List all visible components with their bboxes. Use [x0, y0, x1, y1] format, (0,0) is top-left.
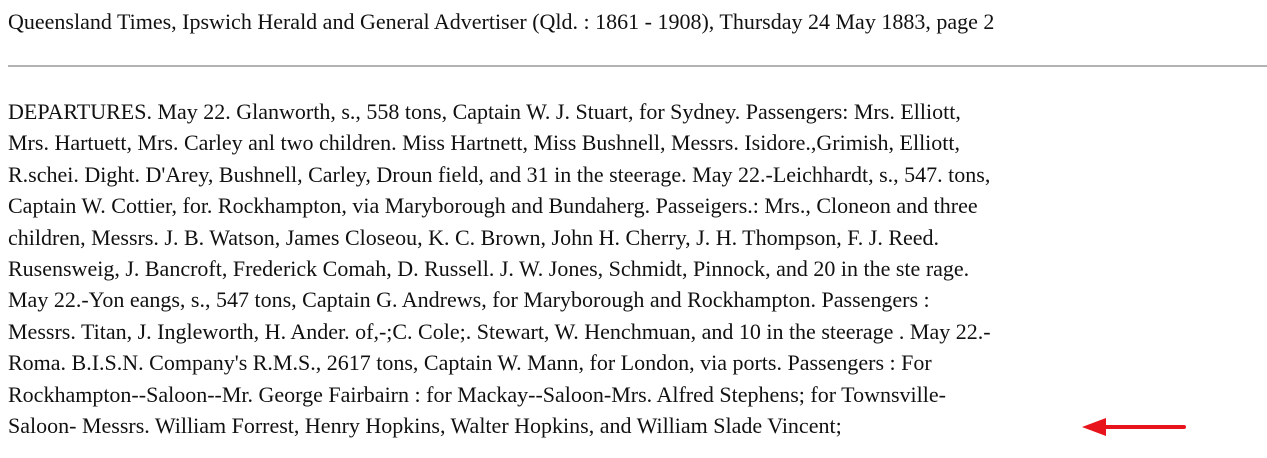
article-line: R.schei. Dight. D'Arey, Bushnell, Carley, Droun field, and 31 in the steerage. May 22.-Leichhardt, s., 547. tons,: [8, 161, 991, 187]
article-line: children, Messrs. J. B. Watson, James Closeou, K. C. Brown, John H. Cherry, J. H. Thompson, F. J. Reed.: [8, 224, 940, 250]
article-line: DEPARTURES. May 22. Glanworth, s., 558 tons, Captain W. J. Stuart, for Sydney. Passengers: Mrs. Elliott,: [8, 99, 961, 124]
article-line: Messrs. Titan, J. Ingleworth, H. Ander. of,-;C. Cole;. Stewart, W. Henchmuan, and 10 in the steerage . May 22.-: [8, 318, 991, 344]
citation-header: Queensland Times, Ipswich Herald and General Advertiser (Qld. : 1861 - 1908), Thursday 24 May 1883, page 2: [8, 9, 995, 34]
article-line: May 22.-Yon eangs, s., 547 tons, Captain G. Andrews, for Maryborough and Rockhampton. Passengers :: [8, 287, 930, 313]
article-text: [8, 96, 1267, 441]
horizontal-divider: [8, 65, 1267, 67]
article-line: Roma. B.I.S.N. Company's R.M.S., 2617 tons, Captain W. Mann, for London, via ports. Passengers : For: [8, 350, 932, 376]
article-line: Captain W. Cottier, for. Rockhampton, via Maryborough and Bundaherg. Passeigers.: Mrs., Cloneon and three: [8, 193, 978, 219]
article-line: Rockhampton--Saloon--Mr. George Fairbairn : for Mackay--Saloon-Mrs. Alfred Stephens; for Townsville-: [8, 381, 946, 407]
article-line: Saloon- Messrs. William Forrest, Henry Hopkins, Walter Hopkins, and William Slade Vincent;: [8, 412, 842, 438]
left-arrow-icon: [1080, 415, 1186, 439]
article-line: Rusensweig, J. Bancroft, Frederick Comah, D. Russell. J. W. Jones, Schmidt, Pinnock, and 20 in the ste rage.: [8, 255, 970, 281]
article-line: Mrs. Hartuett, Mrs. Carley anl two children. Miss Hartnett, Miss Bushnell, Messrs. Isidore.,Grimish, Elliott,: [8, 130, 961, 156]
